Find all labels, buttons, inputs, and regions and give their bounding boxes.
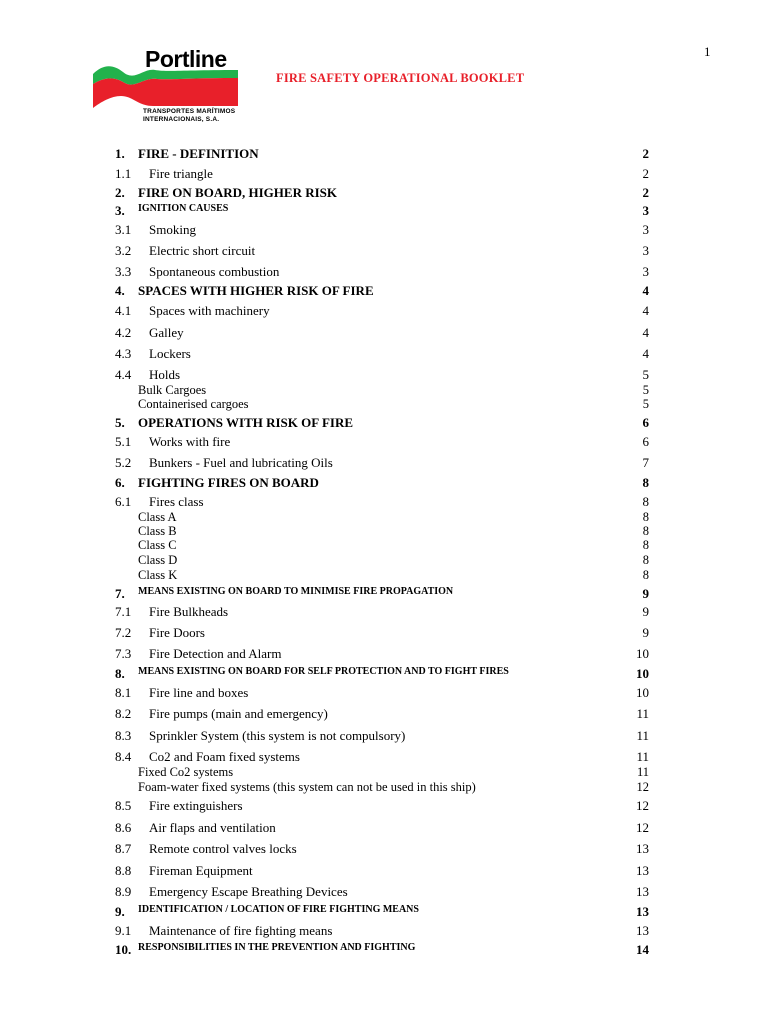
toc-entry-title: Electric short circuit	[149, 243, 256, 258]
toc-entry-page: 13	[636, 904, 649, 919]
toc-entry	[0, 455, 768, 471]
toc-entry-number: 3.1	[115, 222, 132, 237]
toc-entry	[0, 185, 768, 201]
toc-entry-page: 3	[642, 264, 649, 279]
toc-entry-page: 4	[642, 283, 649, 298]
toc-entry-number: 7.2	[115, 625, 132, 640]
toc-entry-page: 8	[642, 494, 649, 509]
toc-entry-page: 8	[642, 538, 649, 552]
toc-entry-number: 8.	[115, 666, 125, 681]
toc-entry-title: Maintenance of fire fighting means	[149, 923, 333, 938]
toc-entry-number: 4.2	[115, 325, 132, 340]
toc-entry	[0, 728, 768, 744]
toc-entry-number: 8.8	[115, 863, 132, 878]
toc-entry	[0, 415, 768, 431]
toc-entry	[0, 553, 768, 569]
toc-entry-page: 7	[642, 455, 649, 470]
toc-entry-title: RESPONSIBILITIES IN THE PREVENTION AND FIGHTING	[138, 942, 416, 953]
portline-logo	[93, 46, 238, 128]
toc-entry-number: 10.	[115, 942, 132, 957]
toc-entry-number: 8.1	[115, 685, 132, 700]
toc-entry-number: 5.2	[115, 455, 132, 470]
toc-entry-number: 4.	[115, 283, 125, 298]
toc-entry	[0, 706, 768, 722]
toc-entry-title: Class D	[138, 553, 178, 567]
toc-entry	[0, 942, 768, 958]
toc-entry	[0, 625, 768, 641]
toc-entry-title: Works with fire	[149, 434, 231, 449]
toc-entry-title: Fire extinguishers	[149, 798, 243, 813]
toc-entry	[0, 203, 768, 219]
toc-entry-title: Sprinkler System (this system is not compulsory)	[149, 728, 406, 743]
toc-entry	[0, 568, 768, 584]
toc-entry-number: 3.2	[115, 243, 132, 258]
toc-entry-title: Class K	[138, 568, 178, 582]
document-title: FIRE SAFETY OPERATIONAL BOOKLET	[276, 71, 525, 85]
toc-entry-page: 9	[642, 625, 649, 640]
toc-entry-title: Fire pumps (main and emergency)	[149, 706, 328, 721]
toc-entry-title: Class C	[138, 538, 177, 552]
toc-entry-number: 8.6	[115, 820, 132, 835]
toc-entry-title: OPERATIONS WITH RISK OF FIRE	[138, 415, 354, 430]
toc-entry-number: 8.2	[115, 706, 132, 721]
toc-entry-page: 8	[642, 553, 649, 567]
toc-entry-number: 9.1	[115, 923, 132, 938]
toc-entry-number: 4.1	[115, 303, 132, 318]
toc-entry-number: 7.3	[115, 646, 132, 661]
toc-entry-number: 3.3	[115, 264, 132, 279]
toc-entry	[0, 367, 768, 383]
toc-entry-number: 1.	[115, 146, 125, 161]
toc-entry-title: Bunkers - Fuel and lubricating Oils	[149, 455, 333, 470]
toc-entry-page: 13	[636, 884, 649, 899]
toc-entry-page: 11	[636, 765, 649, 779]
toc-entry-page: 2	[642, 185, 649, 200]
toc-entry-number: 3.	[115, 203, 125, 218]
toc-entry-number: 7.	[115, 586, 125, 601]
toc-entry-page: 4	[642, 325, 649, 340]
toc-entry-title: Smoking	[149, 222, 196, 237]
toc-entry-title: Fireman Equipment	[149, 863, 253, 878]
toc-entry	[0, 820, 768, 836]
toc-entry	[0, 434, 768, 450]
toc-entry-number: 4.4	[115, 367, 132, 382]
toc-entry-title: Lockers	[149, 346, 191, 361]
toc-entry-number: 8.9	[115, 884, 132, 899]
toc-entry-page: 12	[636, 780, 649, 794]
toc-entry	[0, 749, 768, 765]
toc-entry-title: Spontaneous combustion	[149, 264, 280, 279]
toc-entry-page: 11	[636, 728, 649, 743]
toc-entry-page: 8	[642, 524, 649, 538]
logo-wordmark: Portline	[145, 46, 227, 72]
toc-entry-page: 13	[636, 841, 649, 856]
toc-entry-title: Galley	[149, 325, 184, 340]
toc-entry-page: 11	[636, 706, 649, 721]
toc-entry-title: Emergency Escape Breathing Devices	[149, 884, 348, 899]
toc-entry-title: Co2 and Foam fixed systems	[149, 749, 300, 764]
toc-entry	[0, 397, 768, 413]
toc-entry-title: Bulk Cargoes	[138, 383, 207, 397]
toc-entry-title: Class A	[138, 510, 177, 524]
toc-entry-title: FIRE - DEFINITION	[138, 146, 259, 161]
toc-entry-number: 7.1	[115, 604, 132, 619]
toc-entry	[0, 904, 768, 920]
toc-entry	[0, 146, 768, 162]
toc-entry	[0, 780, 768, 796]
toc-entry-page: 3	[642, 203, 649, 218]
toc-entry-title: Fire Doors	[149, 625, 205, 640]
toc-entry-page: 14	[636, 942, 649, 957]
logo-subtitle: TRANSPORTES MARÍTIMOS INTERNACIONAIS, S.A.	[143, 108, 236, 123]
toc-entry-number: 8.5	[115, 798, 132, 813]
toc-entry-title: Foam-water fixed systems (this system can not be used in this ship)	[138, 780, 476, 794]
toc-entry	[0, 538, 768, 554]
toc-entry	[0, 283, 768, 299]
toc-entry	[0, 346, 768, 362]
toc-entry-title: Holds	[149, 367, 181, 382]
toc-entry	[0, 222, 768, 238]
toc-entry-number: 9.	[115, 904, 125, 919]
toc-entry-page: 3	[642, 222, 649, 237]
toc-entry-page: 3	[642, 243, 649, 258]
toc-entry-page: 13	[636, 863, 649, 878]
toc-entry-page: 5	[642, 367, 649, 382]
toc-entry-number: 2.	[115, 185, 125, 200]
toc-entry-title: IGNITION CAUSES	[138, 203, 229, 214]
toc-entry	[0, 765, 768, 781]
toc-entry-number: 5.	[115, 415, 125, 430]
toc-entry-page: 5	[642, 397, 649, 411]
toc-entry	[0, 475, 768, 491]
toc-entry-title: Fire Bulkheads	[149, 604, 229, 619]
toc-entry	[0, 798, 768, 814]
toc-entry	[0, 884, 768, 900]
toc-entry-title: FIRE ON BOARD, HIGHER RISK	[138, 185, 337, 200]
toc-entry-title: MEANS EXISTING ON BOARD TO MINIMISE FIRE PROPAGATION	[138, 586, 454, 597]
toc-entry-page: 12	[636, 820, 649, 835]
toc-entry-number: 8.7	[115, 841, 132, 856]
toc-entry-number: 5.1	[115, 434, 132, 449]
toc-entry-page: 2	[642, 146, 649, 161]
toc-entry-title: Remote control valves locks	[149, 841, 297, 856]
toc-entry-page: 12	[636, 798, 649, 813]
toc-entry-number: 4.3	[115, 346, 132, 361]
toc-entry-number: 8.3	[115, 728, 132, 743]
toc-entry	[0, 243, 768, 259]
toc-entry-page: 8	[642, 475, 649, 490]
toc-entry	[0, 685, 768, 701]
toc-entry-page: 9	[642, 604, 649, 619]
toc-entry-page: 8	[642, 568, 649, 582]
toc-entry-page: 9	[642, 586, 649, 601]
toc-entry-page: 10	[636, 646, 649, 661]
toc-entry-page: 10	[636, 666, 649, 681]
toc-entry-page: 2	[642, 166, 649, 181]
toc-entry-title: MEANS EXISTING ON BOARD FOR SELF PROTECTION AND TO FIGHT FIRES	[138, 666, 509, 677]
toc-entry-title: Fire line and boxes	[149, 685, 249, 700]
toc-entry-title: Spaces with machinery	[149, 303, 270, 318]
toc-entry	[0, 494, 768, 510]
toc-entry-page: 6	[642, 434, 649, 449]
toc-entry-title: Fire triangle	[149, 166, 213, 181]
toc-entry	[0, 863, 768, 879]
toc-entry	[0, 923, 768, 939]
toc-entry-title: Air flaps and ventilation	[149, 820, 276, 835]
logo-wave-icon	[93, 64, 238, 108]
toc-entry-title: FIGHTING FIRES ON BOARD	[138, 475, 319, 490]
toc-entry-number: 6.1	[115, 494, 132, 509]
toc-entry-page: 11	[636, 749, 649, 764]
toc-entry-title: IDENTIFICATION / LOCATION OF FIRE FIGHTING MEANS	[138, 904, 419, 915]
toc-entry-title: Class B	[138, 524, 177, 538]
toc-entry-title: Fixed Co2 systems	[138, 765, 234, 779]
toc-entry	[0, 604, 768, 620]
toc-entry-page: 6	[642, 415, 649, 430]
toc-entry	[0, 666, 768, 682]
toc-entry-title: Fire Detection and Alarm	[149, 646, 282, 661]
toc-entry-page: 10	[636, 685, 649, 700]
toc-entry	[0, 646, 768, 662]
toc-entry-number: 8.4	[115, 749, 132, 764]
toc-entry-page: 8	[642, 510, 649, 524]
toc-entry-page: 4	[642, 303, 649, 318]
toc-entry	[0, 586, 768, 602]
toc-entry	[0, 325, 768, 341]
toc-entry-number: 1.1	[115, 166, 132, 181]
toc-entry	[0, 841, 768, 857]
toc-entry-page: 5	[642, 383, 649, 397]
toc-entry-number: 6.	[115, 475, 125, 490]
toc-entry-page: 4	[642, 346, 649, 361]
toc-entry-title: Containerised cargoes	[138, 397, 249, 411]
toc-entry	[0, 303, 768, 319]
page-number: 1	[704, 44, 711, 59]
toc-entry-page: 13	[636, 923, 649, 938]
toc-entry-title: SPACES WITH HIGHER RISK OF FIRE	[138, 283, 374, 298]
toc-entry	[0, 264, 768, 280]
toc-entry	[0, 166, 768, 182]
toc-entry-title: Fires class	[149, 494, 204, 509]
